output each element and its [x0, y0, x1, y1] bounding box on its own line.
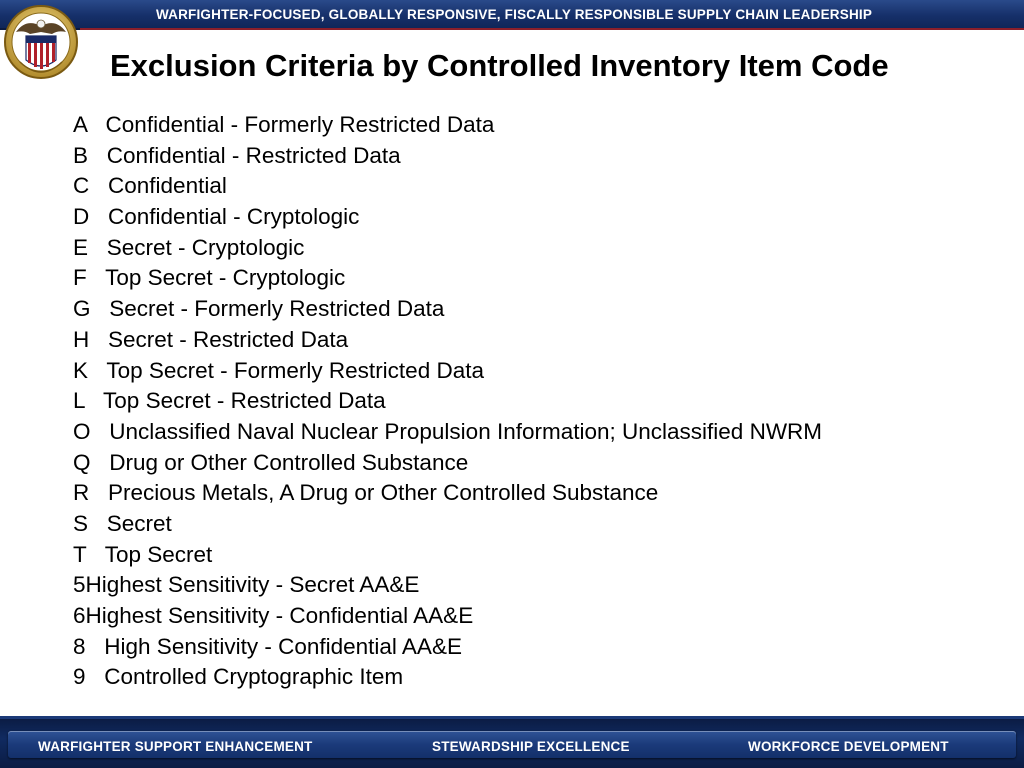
code-letter: A: [73, 112, 87, 137]
code-letter: C: [73, 173, 90, 199]
code-letter: 6: [73, 603, 86, 628]
code-letter: F: [73, 265, 87, 291]
code-gap: [89, 173, 108, 198]
list-item: [73, 662, 993, 693]
code-letter: Q: [73, 449, 91, 475]
list-item: [73, 632, 993, 663]
code-gap: [86, 634, 105, 659]
agency-seal-icon: [2, 2, 80, 94]
code-letter: T: [73, 541, 87, 567]
code-description: Precious Metals, A Drug or Other Controlled Substance: [108, 480, 659, 506]
code-gap: [88, 358, 106, 383]
list-item: [73, 601, 993, 632]
code-gap: [86, 664, 105, 689]
code-letter: 9: [73, 664, 86, 690]
header-rule: [80, 28, 1024, 30]
code-gap: [87, 265, 105, 290]
code-description: Unclassified Naval Nuclear Propulsion Information; Unclassified NWRM: [109, 418, 823, 444]
code-gap: [89, 327, 108, 352]
code-description: Drug or Other Controlled Substance: [109, 449, 469, 475]
code-description: Secret - Cryptologic: [106, 234, 305, 260]
code-gap: [88, 235, 107, 260]
top-banner: [0, 0, 1024, 30]
code-gap: [89, 204, 108, 229]
code-gap: [85, 388, 103, 413]
list-item: [73, 294, 993, 325]
code-gap: [88, 143, 107, 168]
code-letter: E: [73, 234, 89, 260]
code-description: Top Secret - Restricted Data: [103, 388, 386, 414]
code-gap: [89, 480, 108, 505]
code-description: Highest Sensitivity - Confidential AA&E: [85, 603, 474, 628]
code-gap: [91, 450, 110, 475]
code-description: High Sensitivity - Confidential AA&E: [104, 633, 462, 659]
list-item: [73, 202, 993, 233]
code-letter: O: [73, 418, 91, 444]
code-description: Confidential - Cryptologic: [108, 204, 360, 230]
code-description: Confidential - Formerly Restricted Data: [105, 112, 495, 137]
footer-pillar-stewardship: STEWARDSHIP EXCELLENCE: [432, 739, 630, 754]
code-gap: [91, 296, 110, 321]
code-description: Secret - Restricted Data: [108, 326, 349, 352]
code-gap: [87, 112, 106, 137]
footer-pillar-warfighter-support: WARFIGHTER SUPPORT ENHANCEMENT: [38, 739, 313, 754]
code-letter: D: [73, 204, 90, 230]
list-item: [73, 540, 993, 571]
code-letter: L: [73, 388, 85, 414]
code-description: Controlled Cryptographic Item: [104, 664, 404, 690]
list-item: [73, 448, 993, 479]
code-description: Top Secret - Cryptologic: [105, 265, 346, 291]
code-letter: B: [73, 142, 89, 168]
code-letter: G: [73, 296, 91, 322]
code-description: Confidential: [108, 173, 227, 199]
bottom-banner: [0, 716, 1024, 768]
code-description: Highest Sensitivity - Secret AA&E: [85, 572, 420, 598]
list-item: [73, 233, 993, 264]
code-description: Secret: [106, 510, 172, 536]
list-item: [73, 325, 993, 356]
code-description: Top Secret: [104, 541, 213, 567]
code-list: [73, 110, 993, 693]
list-item: [73, 141, 993, 172]
list-item: [73, 509, 993, 540]
list-item: [73, 356, 993, 387]
code-letter: H: [73, 326, 90, 352]
list-item: [73, 478, 993, 509]
code-letter: R: [73, 480, 90, 506]
code-gap: [88, 511, 107, 536]
footer-pillar-workforce: WORKFORCE DEVELOPMENT: [748, 739, 949, 754]
list-item: [73, 386, 993, 417]
code-letter: K: [73, 357, 89, 383]
list-item: [73, 570, 993, 601]
code-gap: [86, 542, 104, 567]
code-description: Secret - Formerly Restricted Data: [109, 296, 445, 322]
code-letter: 5: [73, 572, 86, 598]
list-item: [73, 110, 993, 141]
list-item: [73, 263, 993, 294]
code-letter: S: [73, 510, 89, 536]
code-description: Top Secret - Formerly Restricted Data: [106, 357, 484, 383]
code-letter: 8: [73, 633, 86, 659]
header-tagline: WARFIGHTER-FOCUSED, GLOBALLY RESPONSIVE, FISCALLY RESPONSIBLE SUPPLY CHAIN LEADERSHIP: [155, 7, 873, 22]
code-description: Confidential - Restricted Data: [106, 142, 401, 168]
page-title: Exclusion Criteria by Controlled Inventory Item Code: [110, 48, 889, 83]
list-item: [73, 417, 993, 448]
list-item: [73, 171, 993, 202]
code-gap: [91, 419, 110, 444]
